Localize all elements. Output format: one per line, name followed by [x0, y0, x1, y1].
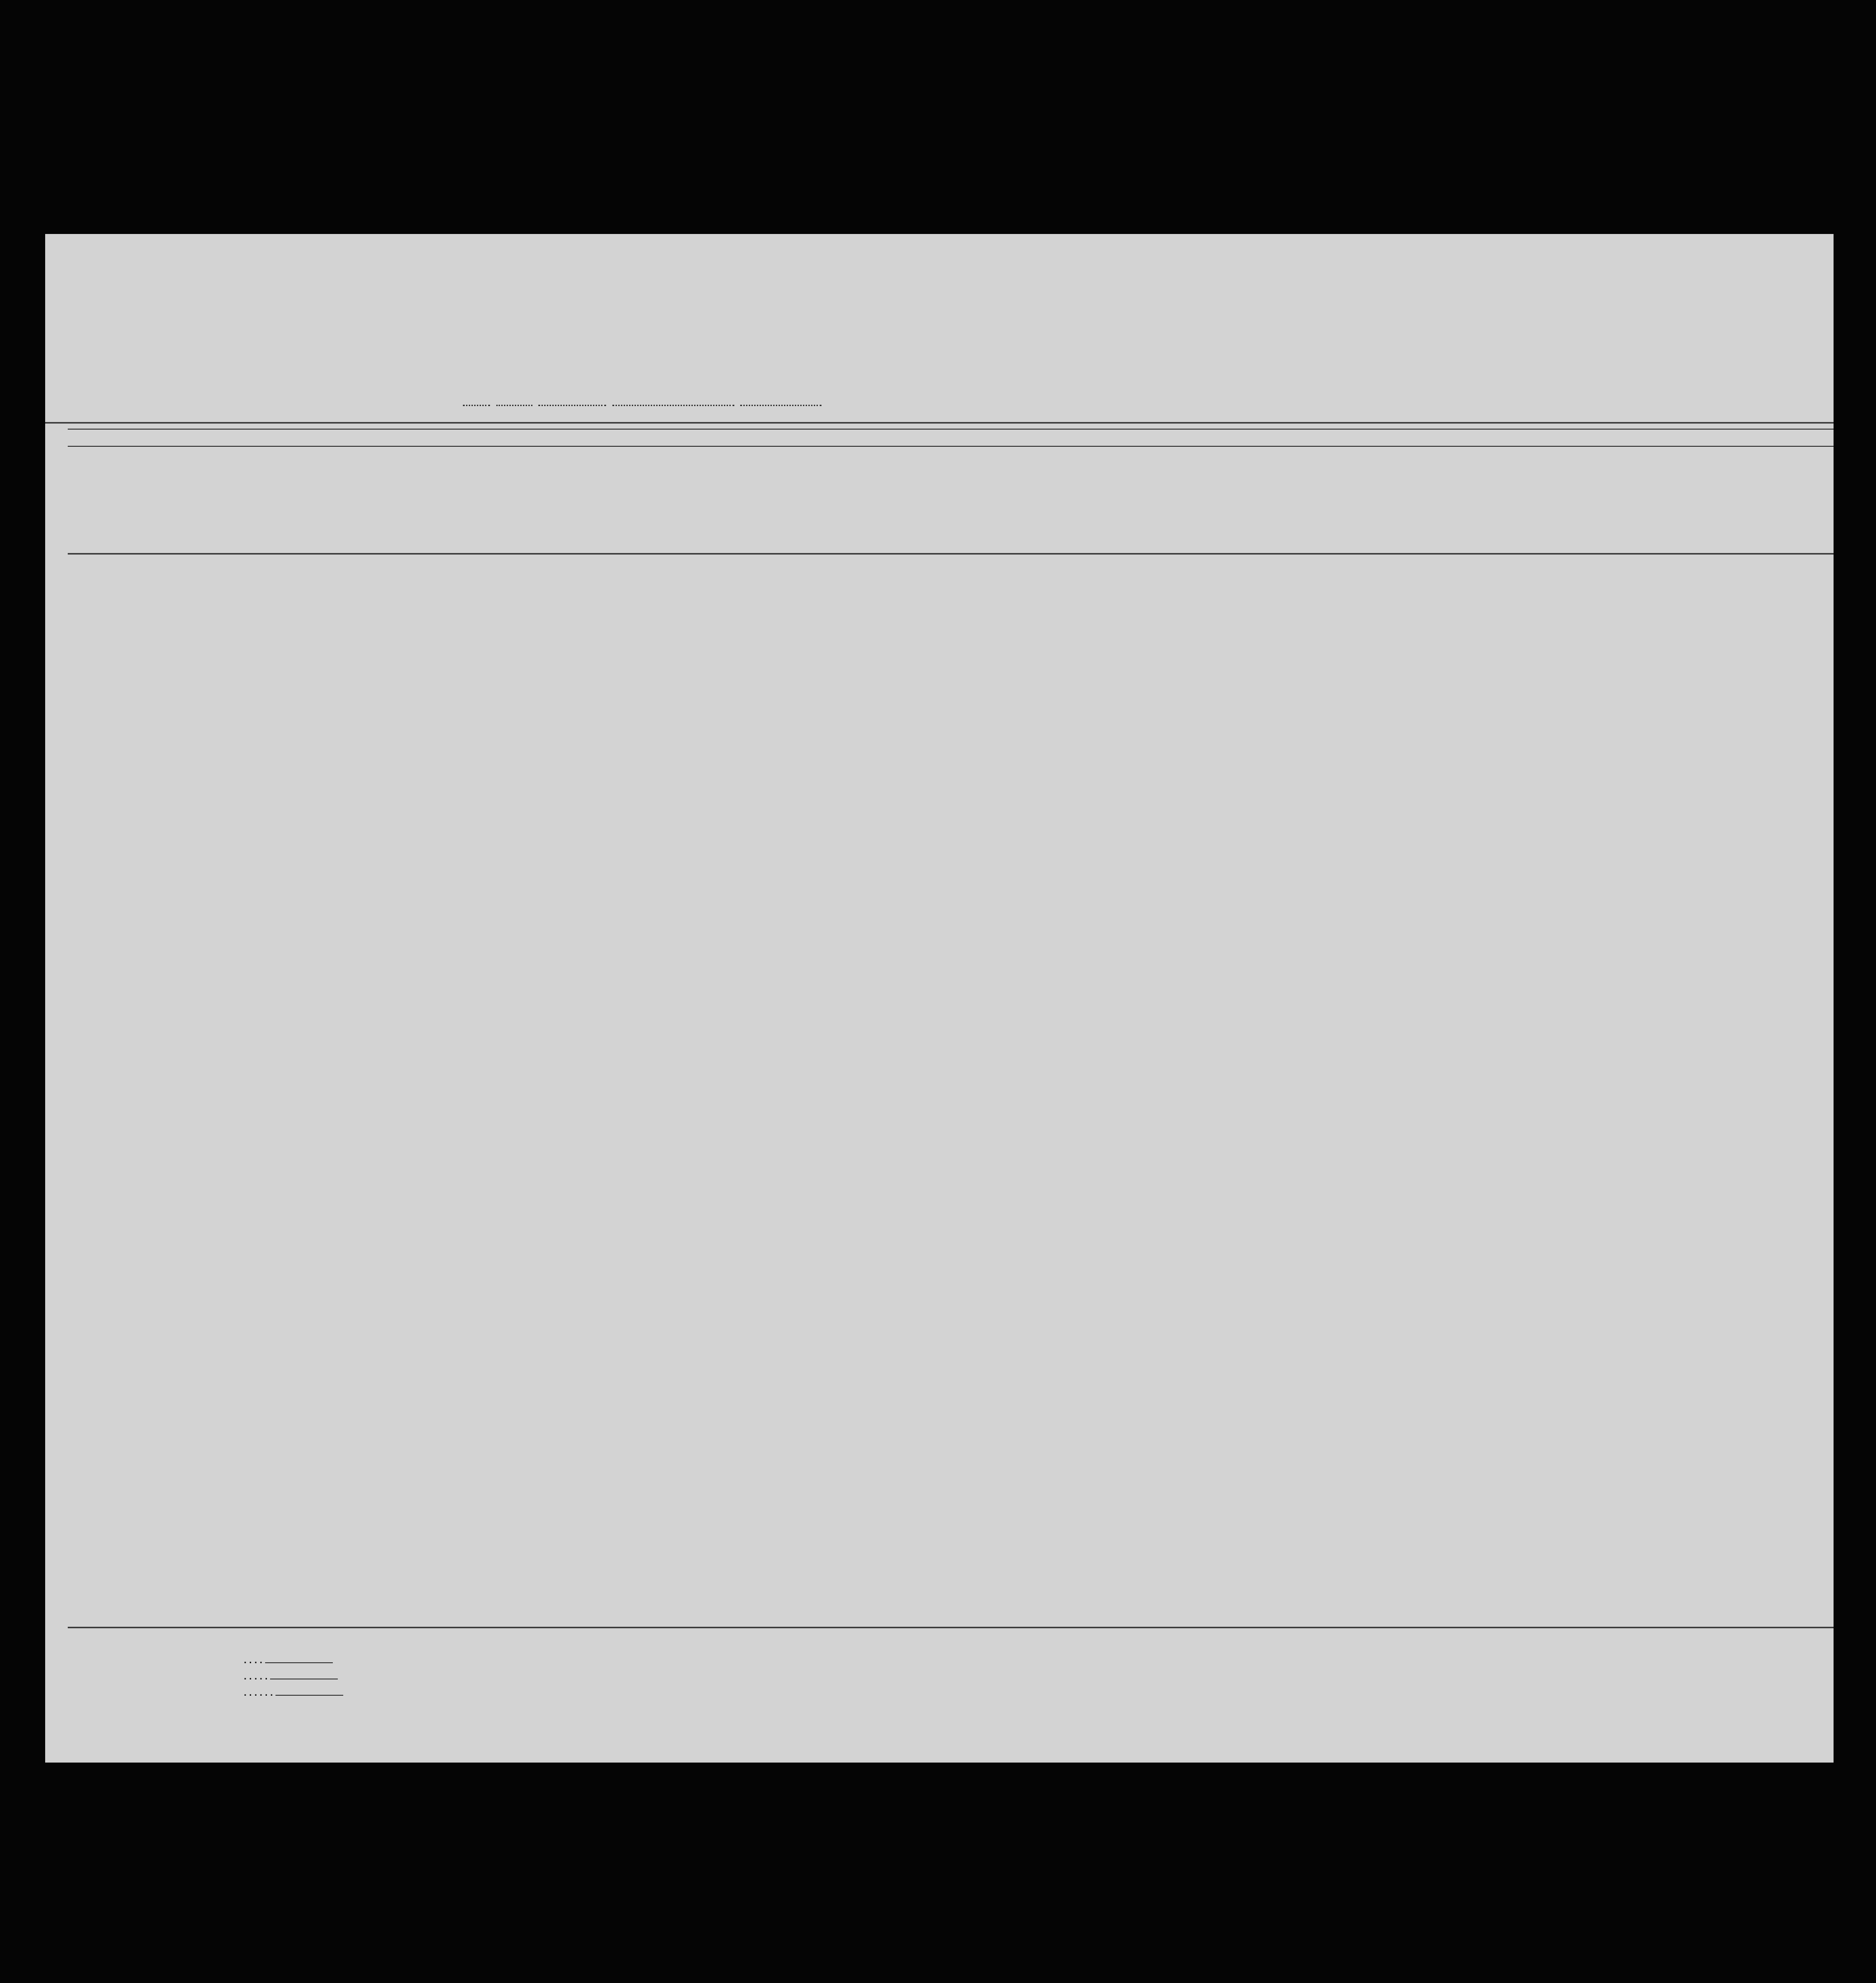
table-column-lines: [45, 234, 1834, 1763]
manifest-sheet: [45, 234, 1834, 1763]
totals-block: . . . . . . . . . . . . . . .: [244, 1652, 343, 1701]
total-passengers-value: [265, 1662, 333, 1663]
aliens-value: [275, 1695, 343, 1696]
